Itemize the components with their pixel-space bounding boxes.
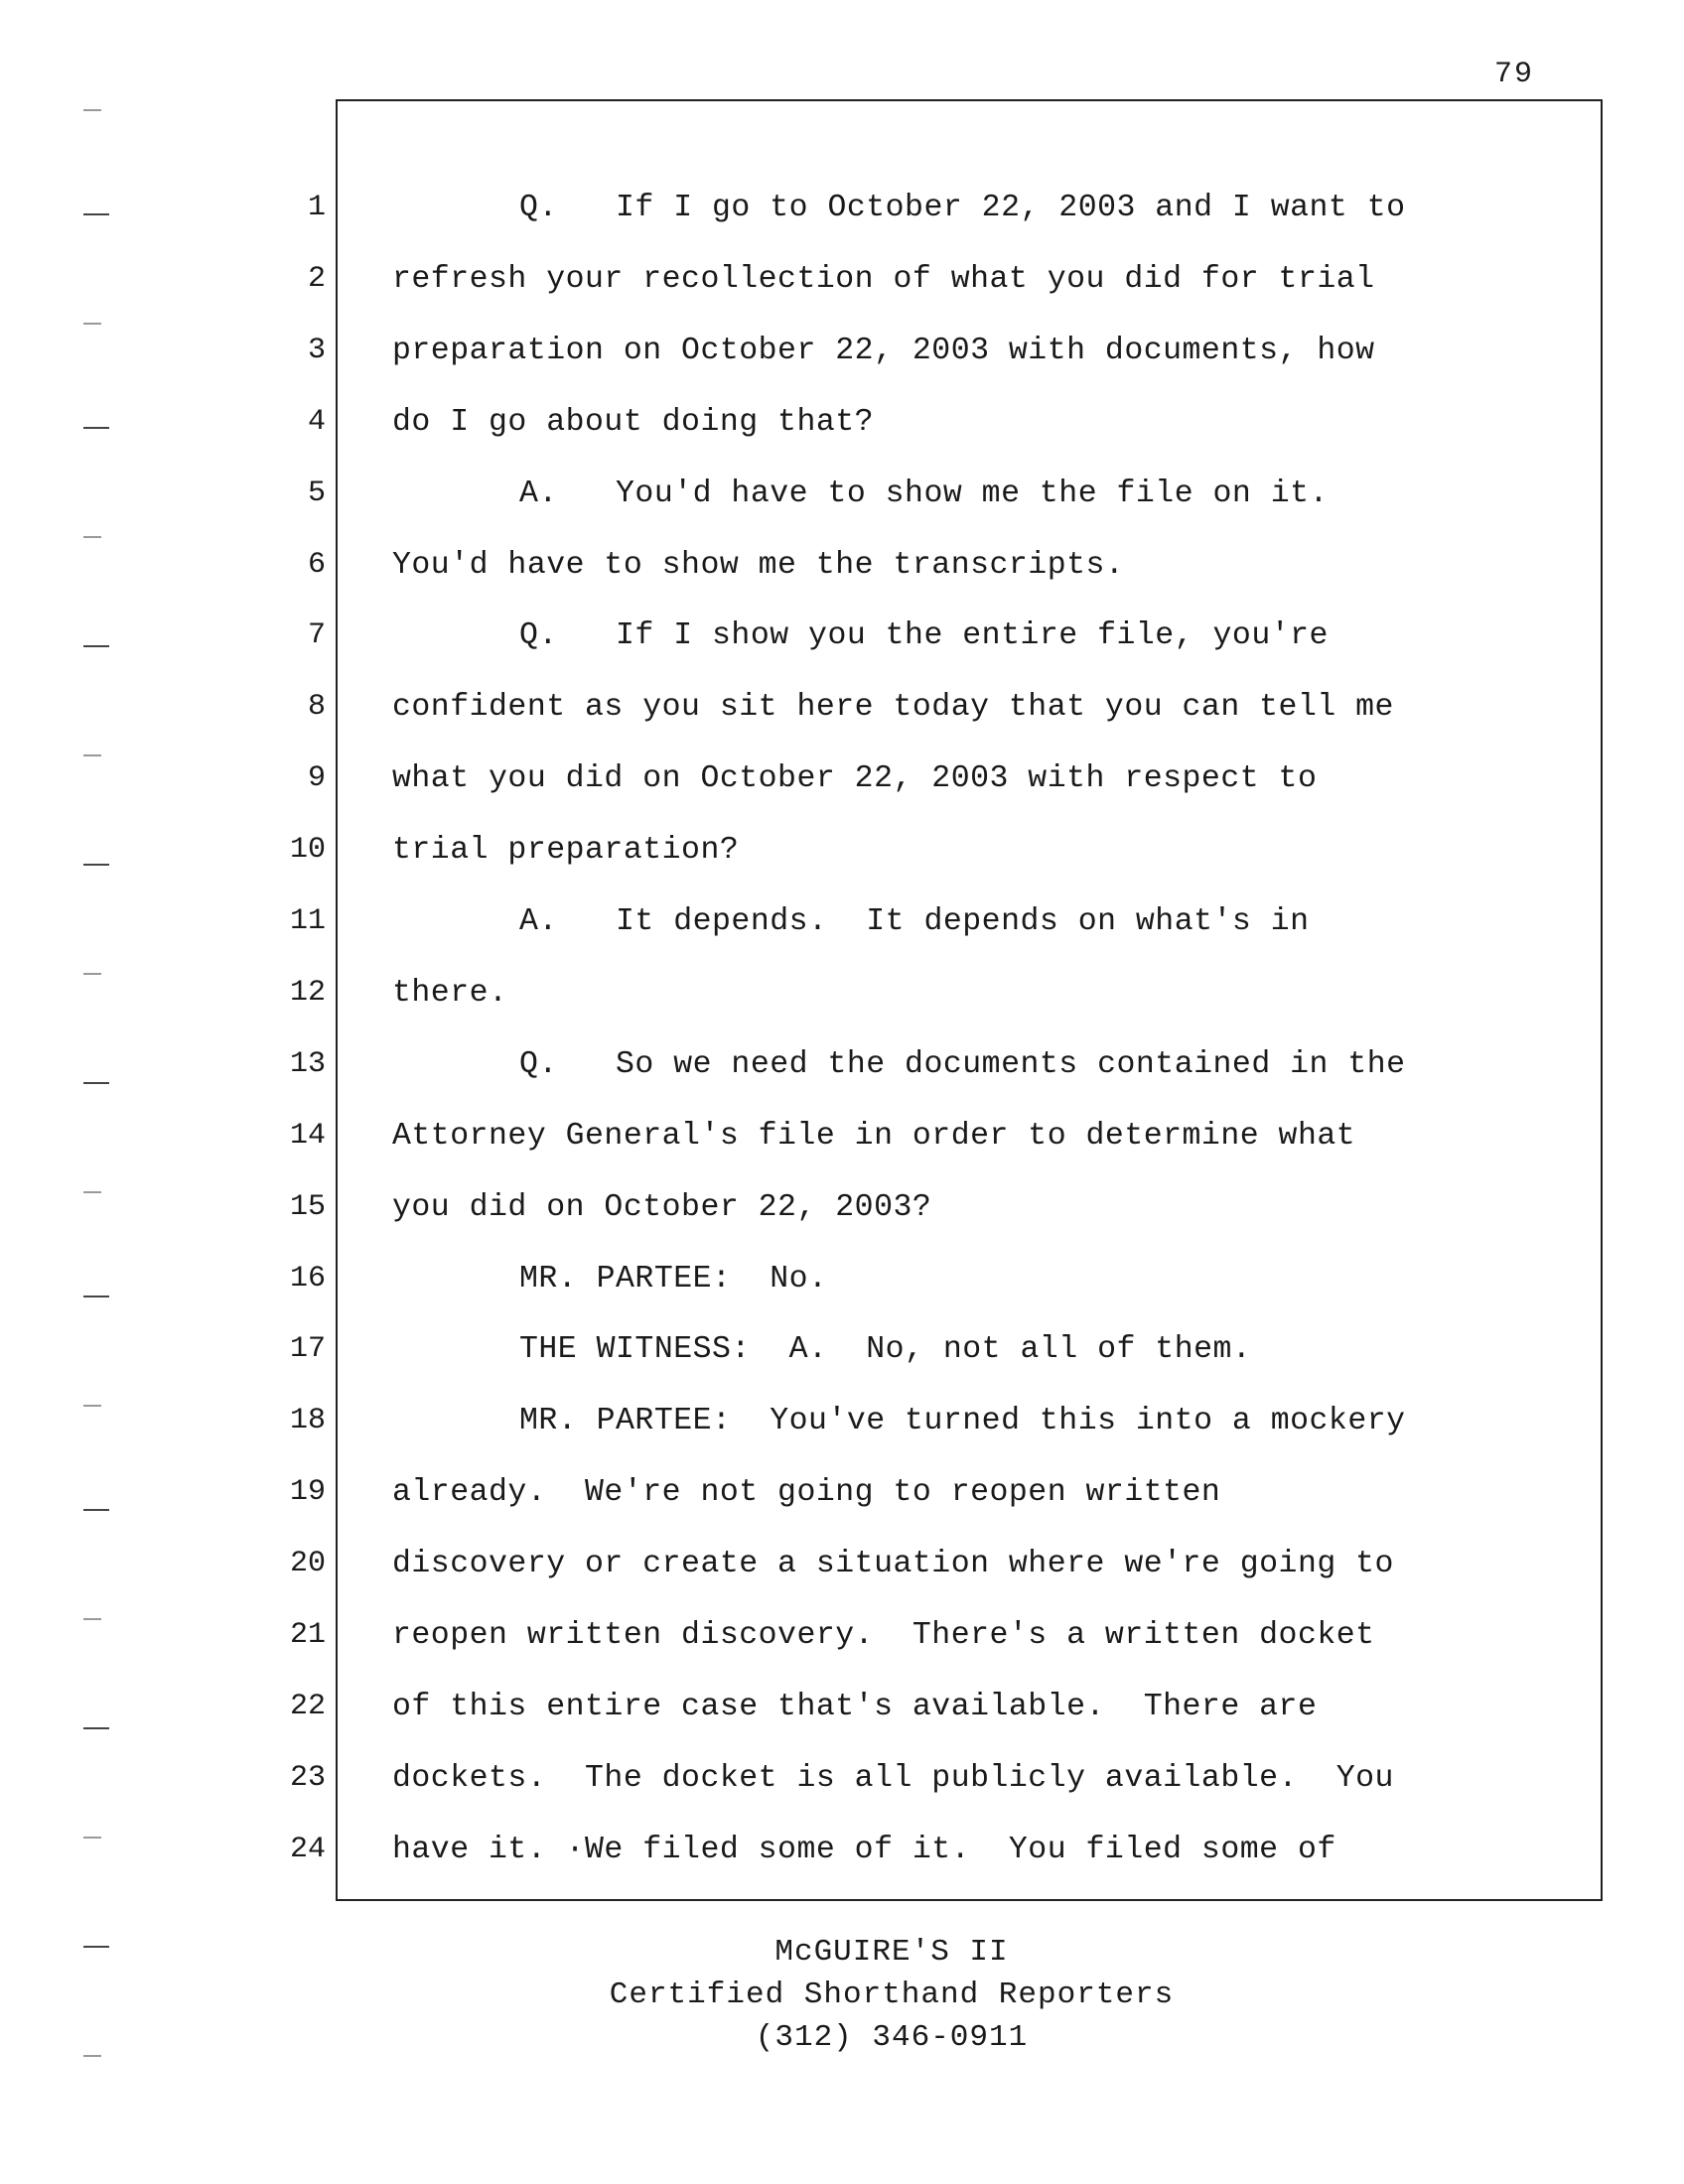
line-text: already. We're not going to reopen written [392, 1475, 1221, 1511]
transcript-line [0, 262, 1684, 334]
line-number: 2 [307, 261, 326, 296]
transcript-line [0, 1047, 1684, 1119]
line-number: 24 [289, 1832, 326, 1866]
reporter-company: McGUIRE'S II [774, 1935, 1009, 1970]
line-number: 17 [289, 1332, 326, 1367]
line-number: 7 [307, 618, 326, 653]
line-number: 16 [289, 1261, 326, 1296]
transcript-line [0, 1404, 1684, 1475]
line-number: 10 [289, 833, 326, 868]
line-text: A. You'd have to show me the file on it. [519, 476, 1329, 511]
reporter-footer [0, 1931, 1684, 2059]
line-text: preparation on October 22, 2003 with documents, how [392, 333, 1375, 368]
transcript-line [0, 1332, 1684, 1404]
line-text: MR. PARTEE: You've turned this into a mockery [519, 1404, 1406, 1439]
transcript-line [0, 1761, 1684, 1833]
transcript-line [0, 405, 1684, 477]
line-text: discovery or create a situation where we're going to [392, 1547, 1394, 1582]
transcript-line [0, 618, 1684, 690]
line-number: 6 [307, 547, 326, 582]
transcript-line [0, 1547, 1684, 1618]
line-text: THE WITNESS: A. No, not all of them. [519, 1332, 1252, 1368]
line-number: 12 [289, 975, 326, 1010]
transcript-line [0, 1618, 1684, 1690]
line-text: MR. PARTEE: No. [519, 1261, 828, 1297]
transcript-line [0, 1190, 1684, 1262]
line-text: of this entire case that's available. There are [392, 1689, 1318, 1724]
transcript-line [0, 1690, 1684, 1761]
line-text: have it. ·We filed some of it. You filed some of [392, 1832, 1336, 1867]
line-text: Q. If I go to October 22, 2003 and I want to [519, 191, 1406, 225]
line-text: refresh your recollection of what you did for trial [392, 261, 1375, 297]
line-text: what you did on October 22, 2003 with respect to [392, 761, 1318, 797]
line-number: 3 [307, 333, 326, 367]
line-text: Attorney General's file in order to determine what [392, 1118, 1356, 1154]
line-text: confident as you sit here today that you can tell me [392, 690, 1394, 726]
line-text: dockets. The docket is all publicly available. You [392, 1760, 1394, 1796]
reporter-phone: (312) 346-0911 [755, 2020, 1029, 2055]
line-number: 19 [289, 1475, 326, 1510]
line-number: 18 [289, 1404, 326, 1438]
transcript-line [0, 548, 1684, 619]
transcript-line [0, 191, 1684, 262]
line-number: 21 [289, 1618, 326, 1652]
line-text: Q. So we need the documents contained in the [519, 1046, 1406, 1082]
line-number: 14 [289, 1118, 326, 1153]
line-number: 11 [289, 904, 326, 938]
line-number: 23 [289, 1760, 326, 1795]
margin-tick [83, 109, 101, 111]
line-text: there. [392, 975, 508, 1011]
transcript-line [0, 1475, 1684, 1547]
reporter-tagline: Certified Shorthand Reporters [609, 1978, 1175, 2012]
line-number: 8 [307, 690, 326, 725]
line-number: 20 [289, 1547, 326, 1581]
line-number: 1 [307, 191, 326, 224]
line-text: reopen written discovery. There's a written docket [392, 1618, 1375, 1653]
line-number: 13 [289, 1046, 326, 1081]
transcript-line [0, 904, 1684, 976]
line-number: 9 [307, 761, 326, 796]
transcript-line [0, 690, 1684, 761]
line-number: 15 [289, 1189, 326, 1224]
page-number: 79 [1494, 58, 1535, 91]
transcript-line [0, 833, 1684, 904]
line-text: you did on October 22, 2003? [392, 1189, 932, 1225]
line-text: trial preparation? [392, 833, 740, 869]
transcript-line [0, 1833, 1684, 1904]
line-text: A. It depends. It depends on what's in [519, 904, 1310, 939]
transcript-line [0, 1119, 1684, 1190]
transcript-line [0, 334, 1684, 405]
transcript-line [0, 761, 1684, 833]
transcript-line [0, 976, 1684, 1047]
transcript-line [0, 477, 1684, 548]
line-text: Q. If I show you the entire file, you're [519, 618, 1329, 654]
line-text: do I go about doing that? [392, 404, 875, 440]
line-text: You'd have to show me the transcripts. [392, 547, 1125, 583]
line-number: 5 [307, 476, 326, 510]
line-number: 4 [307, 404, 326, 439]
line-number: 22 [289, 1689, 326, 1723]
transcript-line [0, 1262, 1684, 1333]
